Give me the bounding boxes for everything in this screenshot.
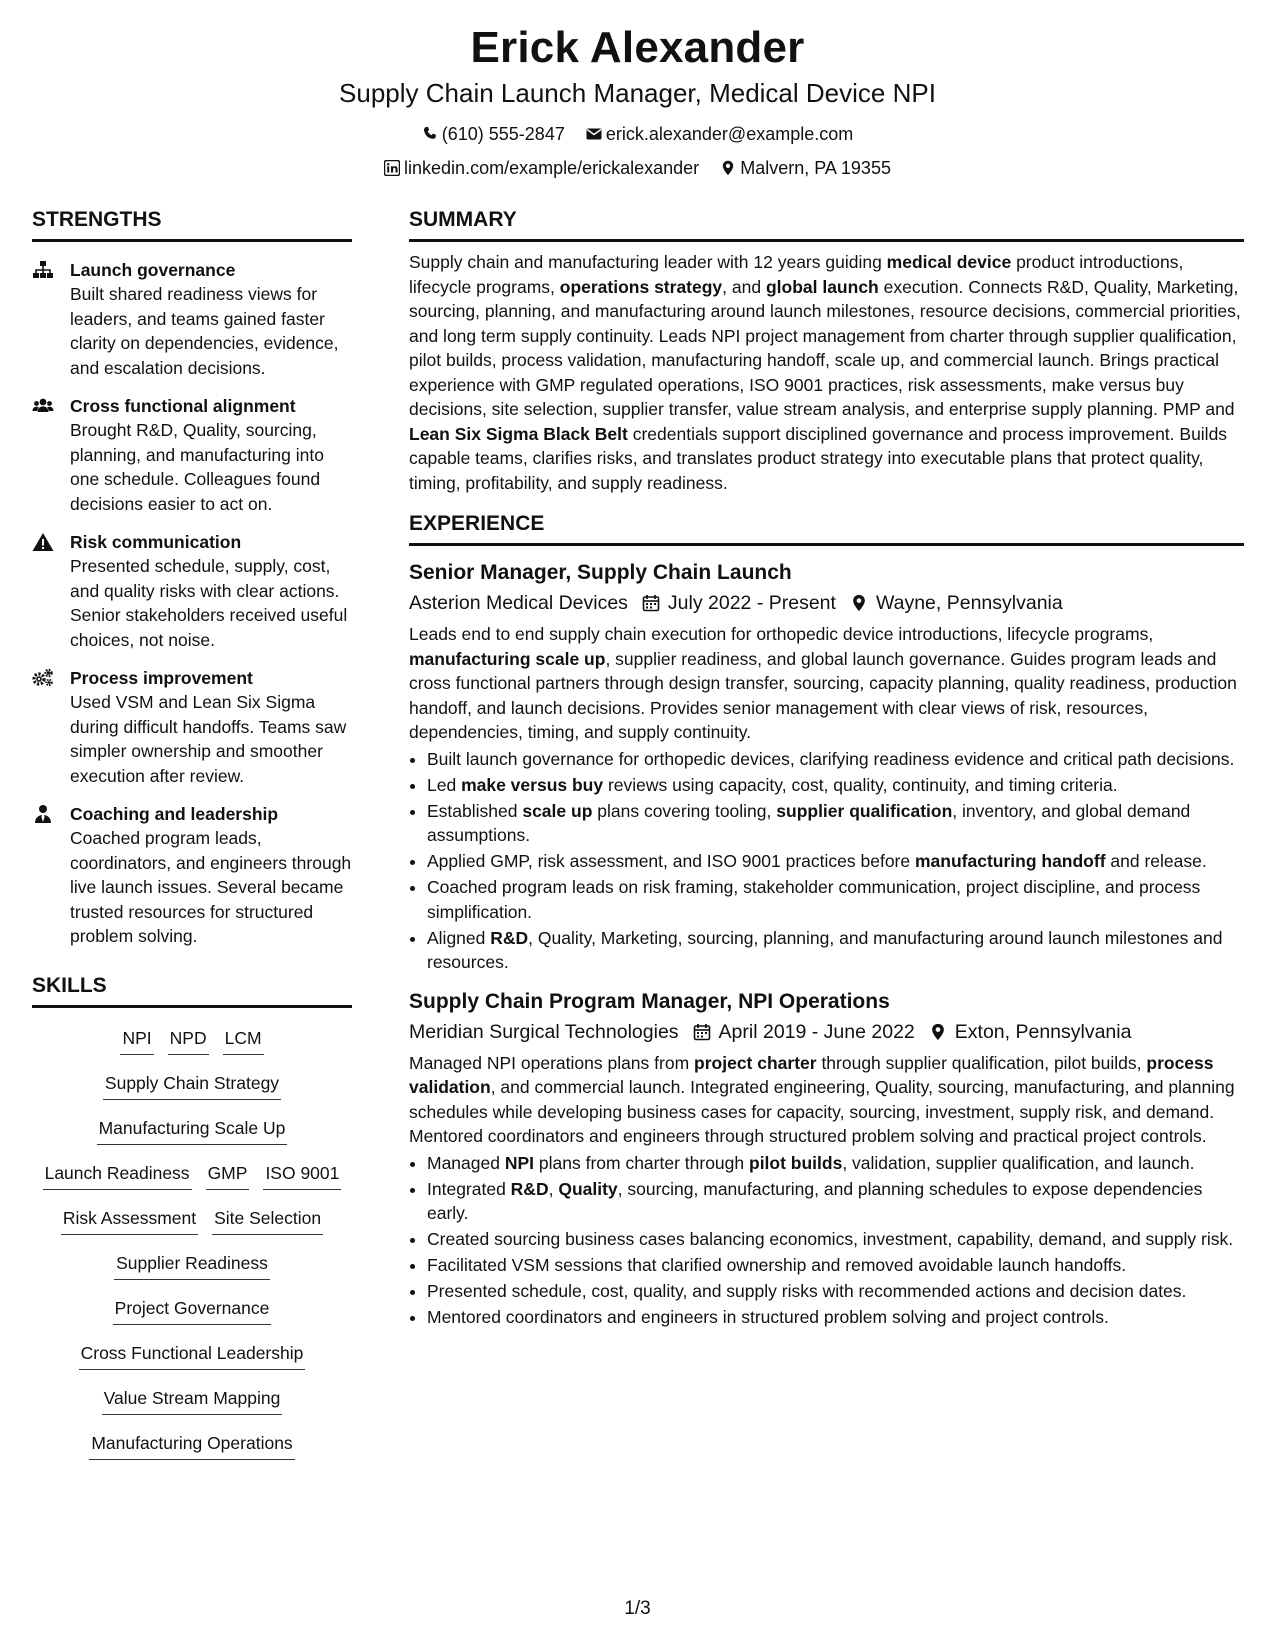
text-run: Managed NPI operations plans from	[409, 1052, 695, 1073]
bold-text: make versus buy	[461, 774, 604, 795]
bold-text: Quality	[558, 1178, 618, 1199]
phone-text: (610) 555-2847	[441, 124, 565, 144]
bold-text: pilot builds	[749, 1152, 843, 1173]
job-description	[409, 1051, 1244, 1149]
bold-text: project charter	[694, 1052, 817, 1073]
job-location	[850, 588, 1063, 618]
skill-row	[32, 1069, 352, 1100]
map-pin-icon	[850, 594, 868, 612]
job-location-text: Exton, Pennsylvania	[954, 1020, 1132, 1043]
bold-text: process validation	[409, 1052, 1214, 1097]
experience-heading: EXPERIENCE	[409, 509, 1244, 546]
text-run: , sourcing, manufacturing, and planning schedules to expose dependencies early.	[427, 1178, 1203, 1223]
job-entry	[409, 987, 1244, 1330]
map-pin-icon	[929, 1023, 947, 1041]
calendar-icon	[642, 594, 660, 612]
job-bullets	[409, 1151, 1244, 1330]
skill-tag: Manufacturing Operations	[89, 1429, 294, 1460]
bullet-item	[427, 799, 1244, 848]
text-run: , inventory, and global demand assumptions.	[427, 800, 1191, 845]
page-number: 1/3	[624, 1598, 651, 1619]
users-icon	[32, 396, 54, 416]
location-item	[720, 152, 891, 184]
text-run: , Quality, Marketing, sourcing, planning, and manufacturing around launch milestones and resources.	[427, 927, 1223, 972]
bold-text: R&D	[510, 1178, 549, 1199]
skill-tag: NPD	[168, 1024, 209, 1055]
bullet-item	[427, 747, 1244, 772]
bold-text: Lean Six Sigma Black Belt	[409, 423, 628, 444]
text-run: Created sourcing business cases balancing economics, investment, capability, demand, and supply risk.	[427, 1229, 1234, 1249]
strength-item	[32, 530, 352, 652]
job-location-text: Wayne, Pennsylvania	[875, 592, 1063, 614]
location-text: Malvern, PA 19355	[740, 158, 891, 178]
bold-text: supplier qualification	[776, 800, 953, 821]
bullet-item	[427, 1227, 1244, 1252]
job-title: Supply Chain Program Manager, NPI Operations	[409, 989, 890, 1013]
strength-item	[32, 394, 352, 516]
skill-tag: Risk Assessment	[61, 1204, 198, 1235]
text-run: Integrated	[427, 1178, 511, 1199]
strength-title: Process improvement	[70, 668, 253, 688]
job-entry	[409, 558, 1244, 975]
skill-tag: ISO 9001	[263, 1159, 341, 1190]
text-run: Supply chain and manufacturing leader with 12 years guiding	[409, 252, 887, 272]
job-dates-text: July 2022 - Present	[667, 592, 836, 614]
summary-text	[409, 250, 1244, 495]
strength-item	[32, 258, 352, 380]
skill-tag: Supplier Readiness	[114, 1249, 270, 1280]
linkedin-item[interactable]	[384, 152, 699, 184]
bold-text: R&D	[490, 927, 529, 948]
skill-tag: Supply Chain Strategy	[103, 1069, 281, 1100]
phone-icon	[422, 126, 438, 142]
job-meta	[409, 1017, 1244, 1047]
bold-text: global launch	[765, 276, 879, 297]
skill-row	[32, 1204, 352, 1235]
text-run: ,	[548, 1178, 559, 1199]
strength-item	[32, 802, 352, 949]
text-run: Built launch governance for orthopedic devices, clarifying readiness evidence and critical path decisions.	[427, 748, 1235, 769]
skill-row	[32, 1249, 352, 1280]
strength-item	[32, 666, 352, 788]
strength-title: Launch governance	[70, 260, 236, 280]
text-run: , supplier readiness, and global launch governance. Guides program leads and cross functional partners through design transfer, sourcing, capacity planning, quality readiness, production handoff, and launch decisions. Provides senior management with clear views of risk, resources, dependencies, timing, and supply continuity.	[409, 648, 1237, 742]
text-run: Facilitated VSM sessions that clarified ownership and removed avoidable launch handoffs.	[427, 1255, 1127, 1275]
text-run: Leads end to end supply chain execution for orthopedic device introductions, lifecycle programs,	[409, 624, 1154, 644]
skill-tag: GMP	[206, 1159, 250, 1190]
skill-row	[32, 1114, 352, 1145]
skill-tag: Project Governance	[113, 1294, 272, 1325]
company-name: Asterion Medical Devices	[409, 592, 628, 614]
bold-text: medical device	[886, 252, 1012, 272]
text-run: , validation, supplier qualification, and launch.	[842, 1152, 1195, 1173]
text-run: Coached program leads on risk framing, stakeholder communication, project discipline, and process simplification.	[427, 877, 1201, 922]
skills-list	[32, 1024, 352, 1460]
skill-row	[32, 1024, 352, 1055]
job-meta	[409, 588, 1244, 618]
linkedin-text[interactable]: linkedin.com/example/erickalexander	[404, 158, 700, 178]
contact-info	[0, 118, 1275, 186]
email-item[interactable]	[586, 118, 853, 150]
text-run: Mentored coordinators and engineers in structured problem solving and project controls.	[427, 1307, 1109, 1327]
bullet-item	[427, 1177, 1244, 1226]
text-run: reviews using capacity, cost, quality, continuity, and timing criteria.	[603, 774, 1118, 795]
text-run: Presented schedule, cost, quality, and supply risks with recommended actions and decision dates.	[427, 1281, 1187, 1301]
skill-tag: Manufacturing Scale Up	[97, 1114, 288, 1145]
skill-tag: Cross Functional Leadership	[79, 1339, 306, 1370]
job-title: Senior Manager, Supply Chain Launch	[409, 561, 792, 584]
strength-title: Cross functional alignment	[70, 396, 296, 416]
right-column	[409, 205, 1244, 1331]
skill-row	[32, 1159, 352, 1190]
bullet-item	[427, 773, 1244, 798]
text-run: plans from charter through	[534, 1152, 749, 1173]
text-run: Managed	[427, 1152, 505, 1173]
job-bullets	[409, 747, 1244, 975]
strength-desc: Coached program leads, coordinators, and engineers through live launch issues. Several became trusted resources for structured problem solving.	[70, 828, 352, 946]
warning-icon	[32, 532, 54, 552]
bold-text: scale up	[522, 800, 593, 821]
text-run: , and	[722, 276, 766, 297]
bullet-item	[427, 849, 1244, 874]
bold-text: operations strategy	[559, 276, 723, 297]
bullet-item	[427, 1151, 1244, 1176]
email-text[interactable]: erick.alexander@example.com	[605, 124, 854, 144]
resume-header	[0, 22, 1275, 186]
skill-row	[32, 1339, 352, 1370]
bullet-item	[427, 1253, 1244, 1278]
skills-heading: SKILLS	[32, 971, 352, 1008]
skill-tag: NPI	[120, 1024, 153, 1055]
skill-tag: Launch Readiness	[43, 1159, 192, 1190]
summary-heading: SUMMARY	[409, 205, 1244, 242]
text-run: product introductions, lifecycle programs,	[409, 252, 1184, 297]
text-run: Aligned	[427, 927, 491, 948]
text-run: through supplier qualification, pilot builds,	[816, 1052, 1147, 1073]
skill-row	[32, 1429, 352, 1460]
skill-row	[32, 1294, 352, 1325]
job-location	[929, 1017, 1132, 1047]
text-run: , and commercial launch. Integrated engineering, Quality, sourcing, manufacturing, and planning schedules while developing business cases for capacity, sourcing, investment, supply risk, and demand. Mentored coordinators and engineers through structured problem solving and practical project controls.	[409, 1077, 1235, 1146]
job-dates-text: April 2019 - June 2022	[718, 1020, 915, 1043]
user-tie-icon	[32, 804, 54, 824]
gears-icon	[32, 668, 54, 688]
bullet-item	[427, 1305, 1244, 1330]
envelope-icon	[586, 126, 602, 142]
bold-text: manufacturing handoff	[914, 851, 1106, 871]
sitemap-icon	[32, 260, 54, 280]
company-name: Meridian Surgical Technologies	[409, 1020, 679, 1043]
text-run: credentials support disciplined governance and process improvement. Builds capable teams, clarifies risks, and translates product strategy into executable plans that protect quality, timing, profitability, and supply readiness.	[409, 423, 1228, 493]
skill-tag: LCM	[223, 1024, 264, 1055]
text-run: Led	[427, 774, 462, 795]
strengths-heading: STRENGTHS	[32, 205, 352, 242]
text-run: execution. Connects R&D, Quality, Marketing, sourcing, planning, and manufacturing around launch milestones, resource decisions, commercial priorities, and long term supply continuity. Leads NPI project management from charter through supplier qualification, pilot builds, process validation, manufacturing handoff, scale up, and commercial launch. Brings practical experience with GMP regulated operations, ISO 9001 practices, risk assessments, make versus buy decisions, site selection, supplier transfer, value stream analysis, and enterprise supply planning. PMP and	[409, 276, 1241, 419]
strength-title: Risk communication	[70, 532, 242, 552]
bullet-item	[427, 1279, 1244, 1304]
text-run: plans covering tooling,	[592, 800, 777, 821]
calendar-icon	[693, 1023, 711, 1041]
text-run: and release.	[1105, 851, 1207, 871]
bold-text: manufacturing scale up	[409, 648, 606, 669]
bullet-item	[427, 875, 1244, 924]
bold-text: NPI	[504, 1152, 535, 1173]
job-dates	[693, 1017, 915, 1047]
skill-row	[32, 1384, 352, 1415]
strength-desc: Brought R&D, Quality, sourcing, planning, and manufacturing into one schedule. Colleagues found decisions easier to act on.	[70, 420, 324, 514]
left-column	[32, 205, 352, 1474]
skill-tag: Value Stream Mapping	[102, 1384, 283, 1415]
strength-title: Coaching and leadership	[70, 804, 279, 824]
job-dates	[642, 588, 836, 618]
bullet-item	[427, 926, 1244, 975]
strength-desc: Presented schedule, supply, cost, and quality risks with clear actions. Senior stakeholders received useful choices, not noise.	[70, 556, 348, 650]
phone-item	[422, 118, 565, 150]
text-run: Applied GMP, risk assessment, and ISO 9001 practices before	[427, 851, 915, 871]
skill-tag: Site Selection	[212, 1204, 323, 1235]
candidate-title: Supply Chain Launch Manager, Medical Device NPI	[339, 78, 936, 108]
strength-desc: Used VSM and Lean Six Sigma during difficult handoffs. Teams saw simpler ownership and smoother execution after review.	[70, 692, 347, 786]
text-run: Established	[427, 800, 523, 821]
map-pin-icon	[720, 160, 736, 176]
candidate-name: Erick Alexander	[470, 23, 805, 72]
job-description	[409, 622, 1244, 745]
linkedin-icon	[384, 160, 400, 176]
strength-desc: Built shared readiness views for leaders, and teams gained faster clarity on dependencies, evidence, and escalation decisions.	[70, 284, 339, 378]
